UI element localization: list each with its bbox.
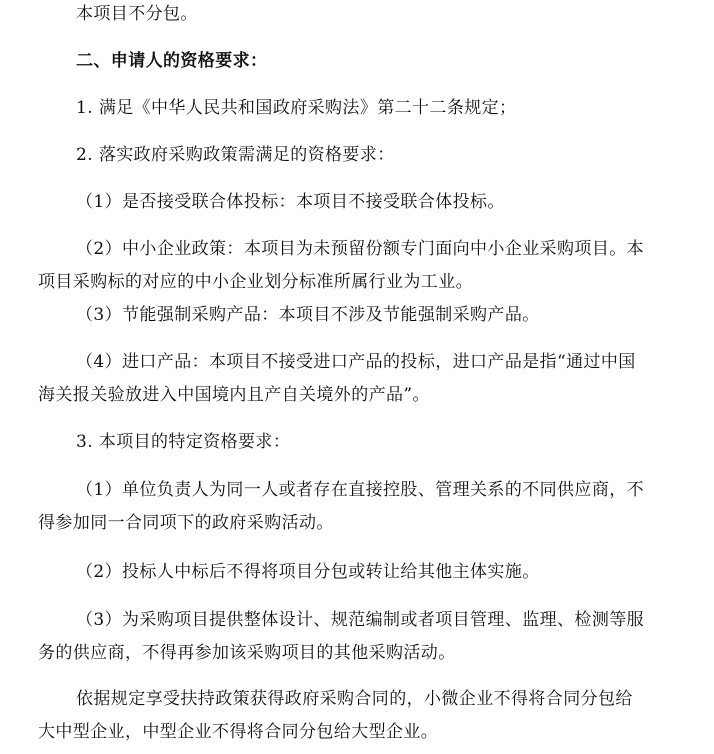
text-line-item-2: 2. 落实政府采购政策需满足的资格要求： — [76, 145, 395, 165]
text-line-subitem-2-2-a: （2）中小企业政策：本项目为未预留份额专门面向中小企业采购项目。本 — [76, 239, 645, 259]
text-line-item-3: 3. 本项目的特定资格要求： — [76, 432, 291, 452]
text-line-item-1: 1. 满足《中华人民共和国政府采购法》第二十二条规定； — [76, 98, 517, 118]
text-line-no-subcontract: 本项目不分包。 — [76, 4, 198, 24]
text-line-subitem-3-3-a: （3）为采购项目提供整体设计、规范编制或者项目管理、监理、检测等服 — [76, 610, 645, 630]
section-heading-applicant-qualifications: 二、申请人的资格要求： — [76, 51, 268, 71]
text-line-subitem-2-4-b: 海关报关验放进入中国境内且产自关境外的产品”。 — [38, 385, 430, 405]
text-line-policy-a: 依据规定享受扶持政策获得政府采购合同的，小微企业不得将合同分包给 — [76, 689, 633, 709]
text-line-subitem-3-3-b: 务的供应商，不得再参加该采购项目的其他采购活动。 — [38, 643, 456, 663]
text-line-subitem-2-2-b: 项目采购标的对应的中小企业划分标准所属行业为工业。 — [38, 272, 473, 292]
text-line-subitem-3-1-a: （1）单位负责人为同一人或者存在直接控股、管理关系的不同供应商，不 — [76, 480, 645, 500]
text-line-subitem-2-1: （1）是否接受联合体投标：本项目不接受联合体投标。 — [76, 192, 505, 212]
text-line-subitem-3-1-b: 得参加同一合同项下的政府采购活动。 — [38, 513, 334, 533]
text-line-subitem-3-2: （2）投标人中标后不得将项目分包或转让给其他主体实施。 — [76, 562, 540, 582]
text-line-policy-b: 大中型企业，中型企业不得将合同分包给大型企业。 — [38, 722, 439, 742]
text-line-subitem-2-3: （3）节能强制采购产品：本项目不涉及节能强制采购产品。 — [76, 305, 540, 325]
text-line-subitem-2-4-a: （4）进口产品：本项目不接受进口产品的投标，进口产品是指“通过中国 — [76, 352, 636, 372]
